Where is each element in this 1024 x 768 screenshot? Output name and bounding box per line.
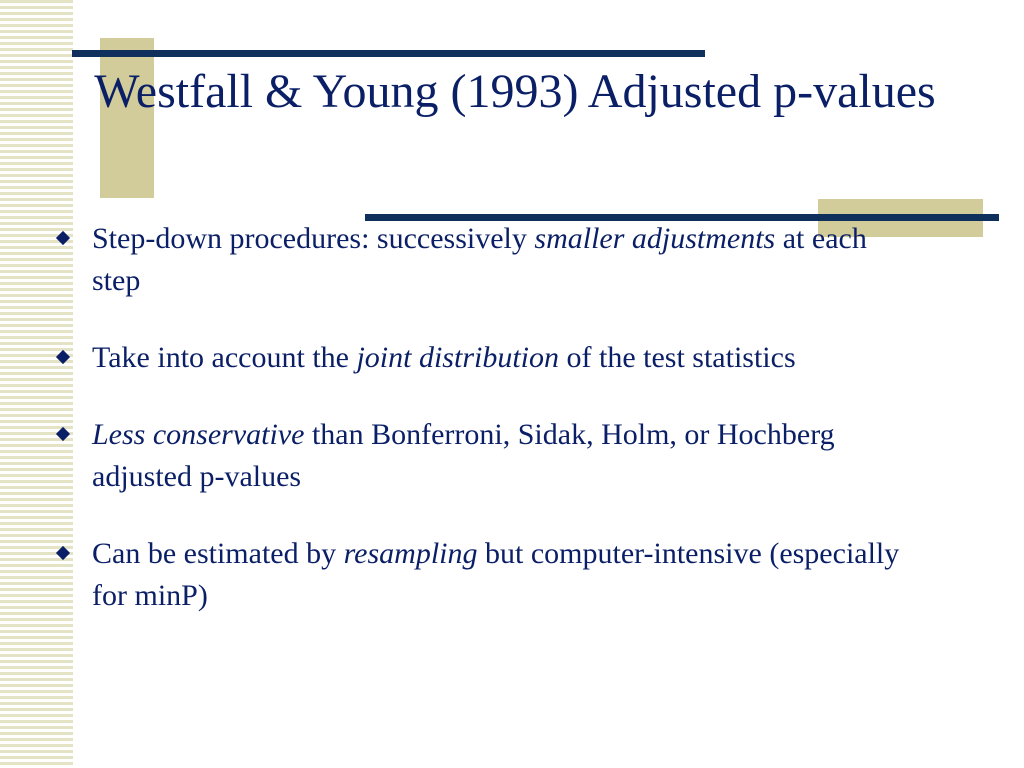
bullet-text-part: Step-down procedures: successively (92, 222, 535, 255)
tan-accent-block-top (100, 38, 154, 198)
bullet-text-emphasis: resampling (343, 537, 478, 570)
bullet-text-part: Take into account the (92, 341, 357, 374)
bullet-text-emphasis: smaller adjustments (534, 222, 776, 255)
diamond-bullet-icon (56, 427, 70, 441)
bullet-item (55, 414, 915, 498)
diamond-bullet-icon (56, 231, 70, 245)
bullet-item (55, 337, 915, 379)
diamond-bullet-icon (56, 546, 70, 560)
bullet-text-emphasis: joint distribution (356, 341, 559, 374)
bullet-item (55, 218, 915, 302)
diamond-bullet-icon (56, 350, 70, 364)
bullet-text-part: at each step (92, 222, 867, 297)
bullet-list (55, 218, 915, 617)
bullet-text-part: Can be estimated by (92, 537, 344, 570)
bullet-text-emphasis: Less conservative (92, 418, 305, 451)
slide-title: Westfall & Young (1993) Adjusted p-values (94, 65, 936, 118)
bullet-text-part: than Bonferroni, Sidak, Holm, or Hochberg adjusted p-values (92, 418, 835, 493)
navy-accent-bar-top (72, 50, 705, 57)
bullet-item (55, 533, 915, 617)
bullet-text-part: of the test statistics (559, 341, 796, 374)
bullet-text-part: but computer-intensive (especially for minP) (92, 537, 900, 612)
